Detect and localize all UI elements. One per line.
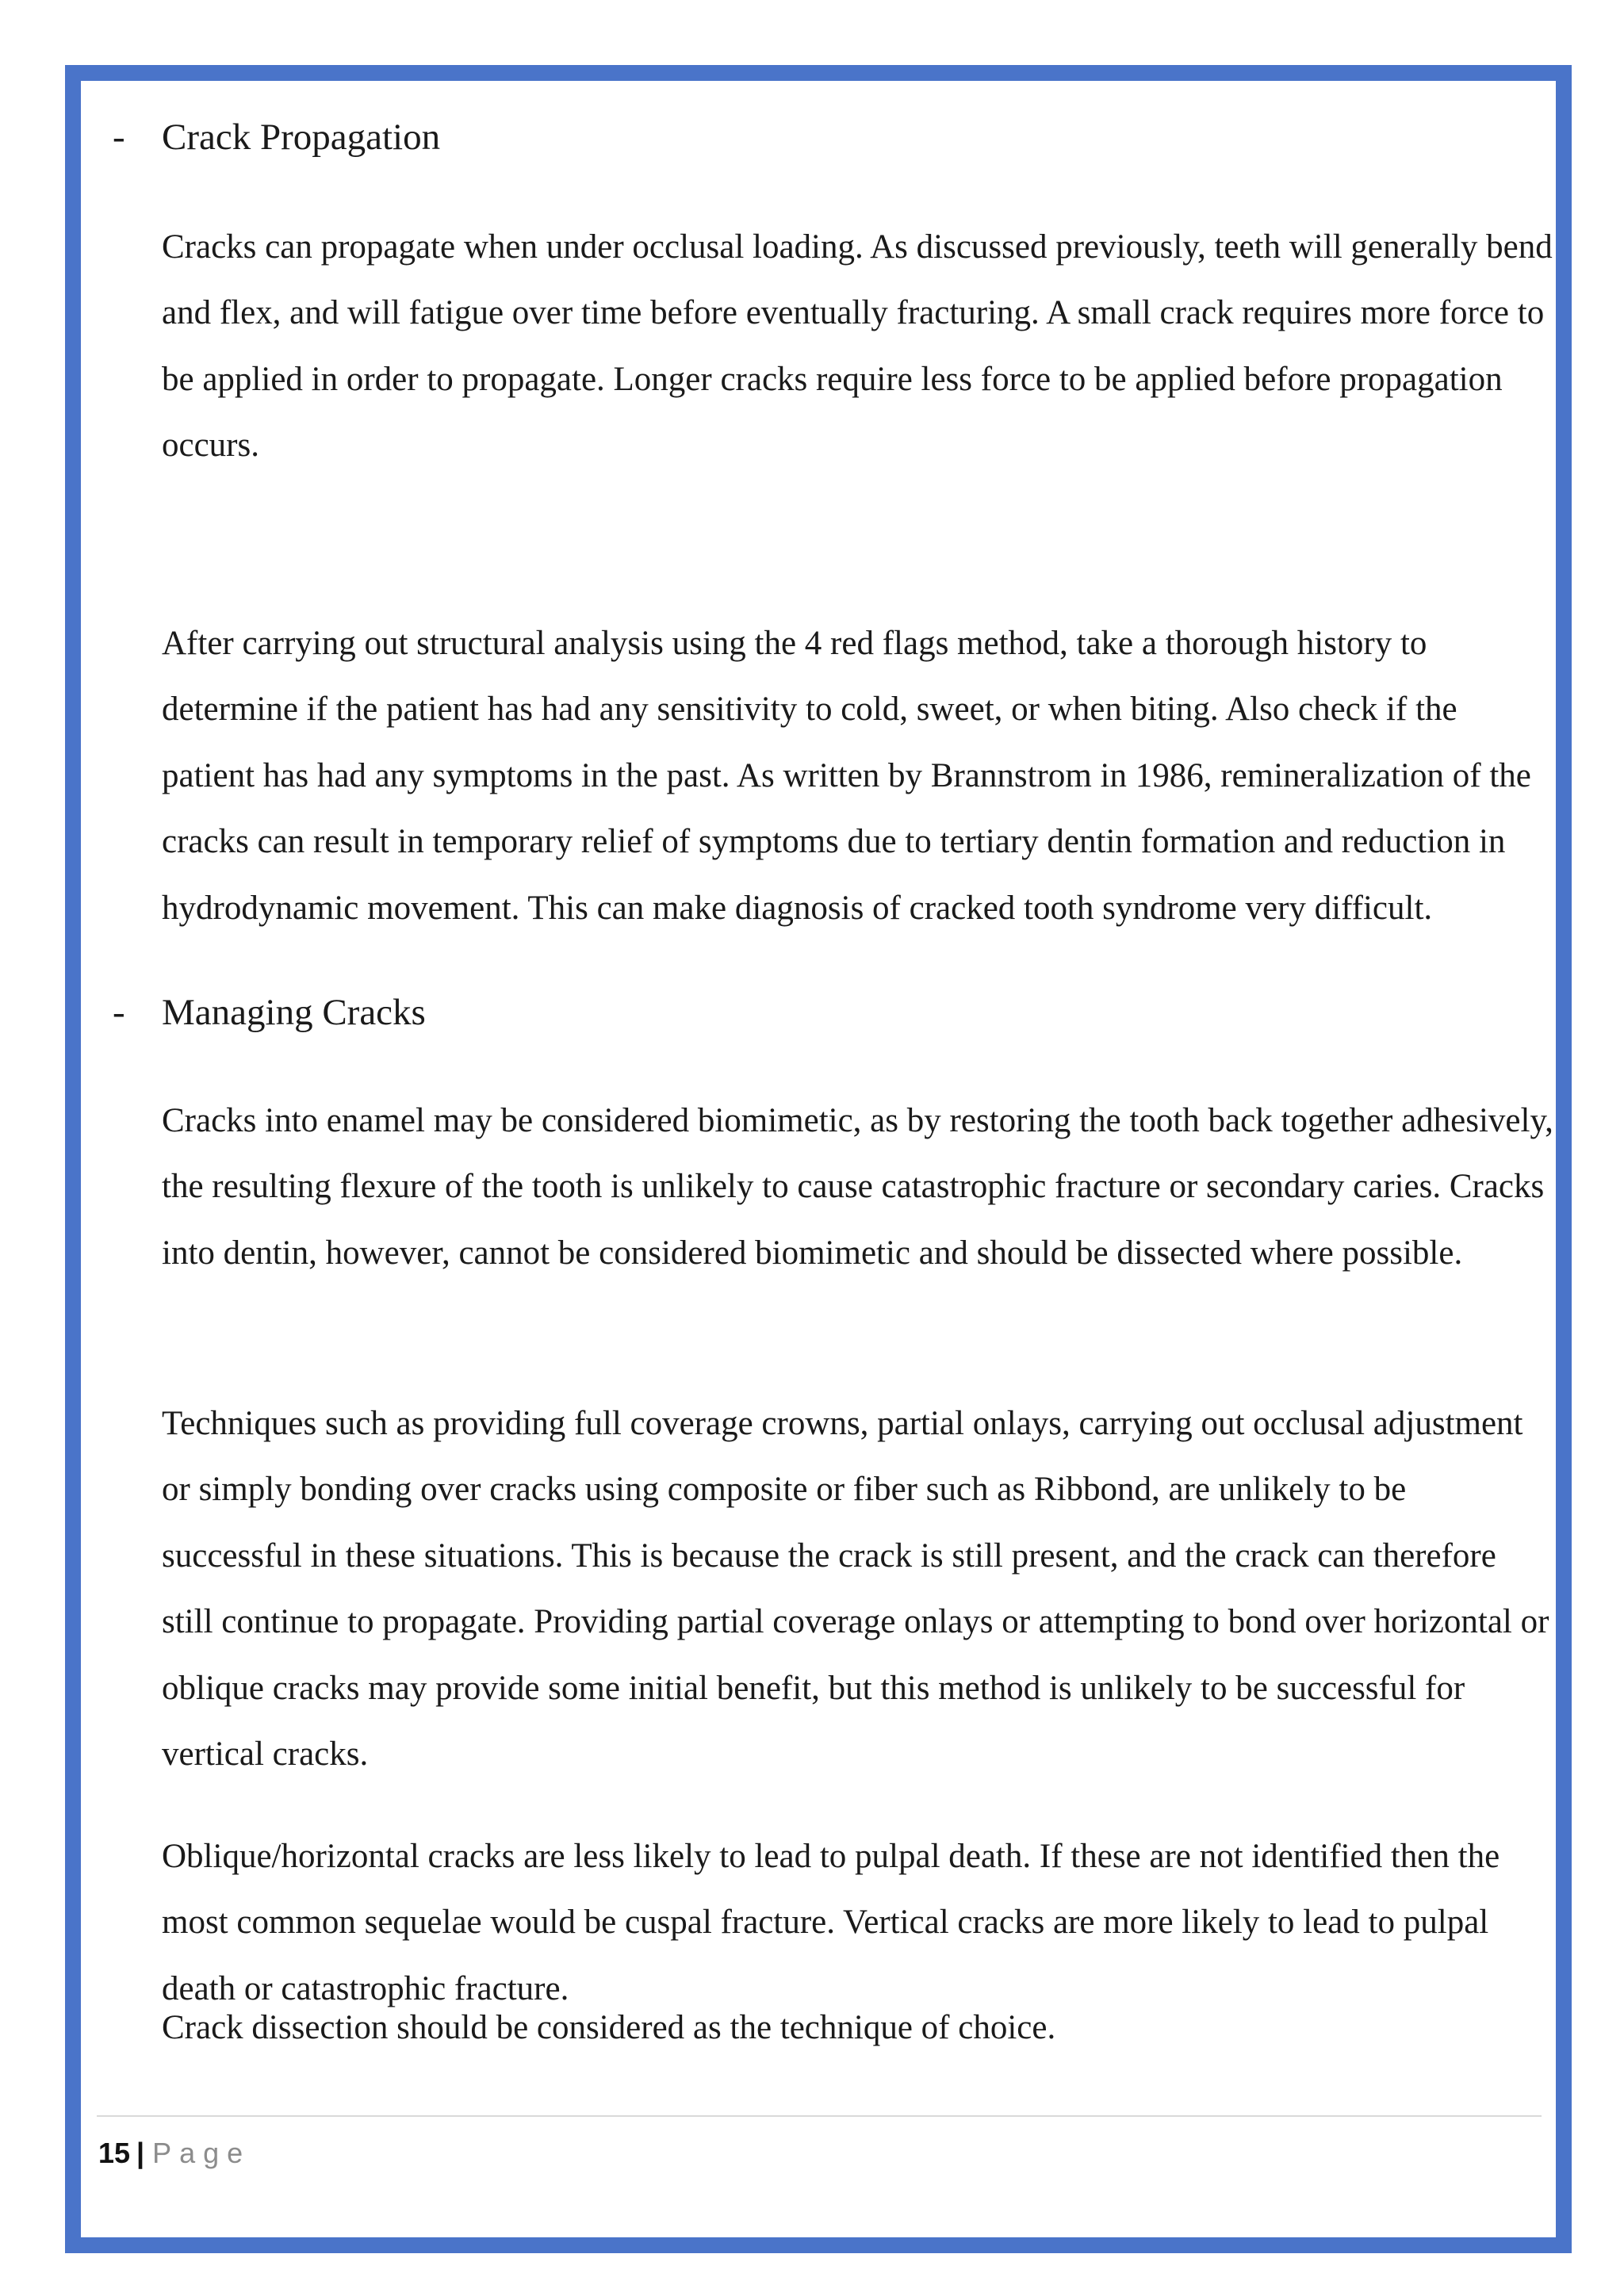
- section-heading-crack-propagation: [113, 105, 440, 170]
- paragraph: After carrying out structural analysis using the 4 red flags method, take a thorough history to determine if the patient has had any sensitivity to cold, sweet, or when biting. Also check if the patient has had any symptoms in the past. As written by Brannstrom in 1986, remineralization of the cracks can result in temporary relief of symptoms due to tertiary dentin formation and reduction in hydrodynamic movement. This can make diagnosis of cracked tooth syndrome very difficult.: [162, 625, 1531, 927]
- paragraph: Cracks into enamel may be considered biomimetic, as by restoring the tooth back together adhesively, the resulting flexure of the tooth is unlikely to cause catastrophic fracture or secondary caries. Cracks into dentin, however, cannot be considered biomimetic and should be dissected where possible.: [162, 1102, 1553, 1272]
- footer-separator: |: [136, 2137, 145, 2169]
- heading-bullet: -: [113, 992, 125, 1033]
- paragraph: Techniques such as providing full coverage crowns, partial onlays, carrying out occlusal adjustment or simply bonding over cracks using composite or fiber such as Ribbond, are unlikely to be successful in these situations. This is because the crack is still present, and the crack can therefore still continue to propagate. Providing partial coverage onlays or attempting to bond over horizontal or oblique cracks may provide some initial benefit, but this method is unlikely to be successful for vertical cracks.: [162, 1405, 1549, 1774]
- footer-divider: [97, 2115, 1542, 2117]
- footer-page-label: Page: [152, 2137, 251, 2169]
- heading-bullet: -: [113, 117, 125, 158]
- heading-text: Managing Cracks: [162, 992, 426, 1033]
- heading-text: Crack Propagation: [162, 117, 441, 158]
- section-heading-managing-cracks: [113, 980, 426, 1046]
- page-footer: [98, 2136, 251, 2171]
- paragraph: Cracks can propagate when under occlusal loading. As discussed previously, teeth will generally bend and flex, and will fatigue over time before eventually fracturing. A small crack requires more force to be applied in order to propagate. Longer cracks require less force to be applied before propagation occurs.: [162, 228, 1553, 465]
- page-number: 15: [98, 2137, 131, 2169]
- paragraph: Oblique/horizontal cracks are less likely to lead to pulpal death. If these are not identified then the most common sequelae would be cuspal fracture. Vertical cracks are more likely to lead to pulpal death or catastrophic fracture.: [162, 1838, 1500, 2007]
- page-border: [65, 65, 1572, 2253]
- page-content: [81, 81, 1556, 2237]
- paragraph: Crack dissection should be considered as the technique of choice.: [162, 2009, 1056, 2046]
